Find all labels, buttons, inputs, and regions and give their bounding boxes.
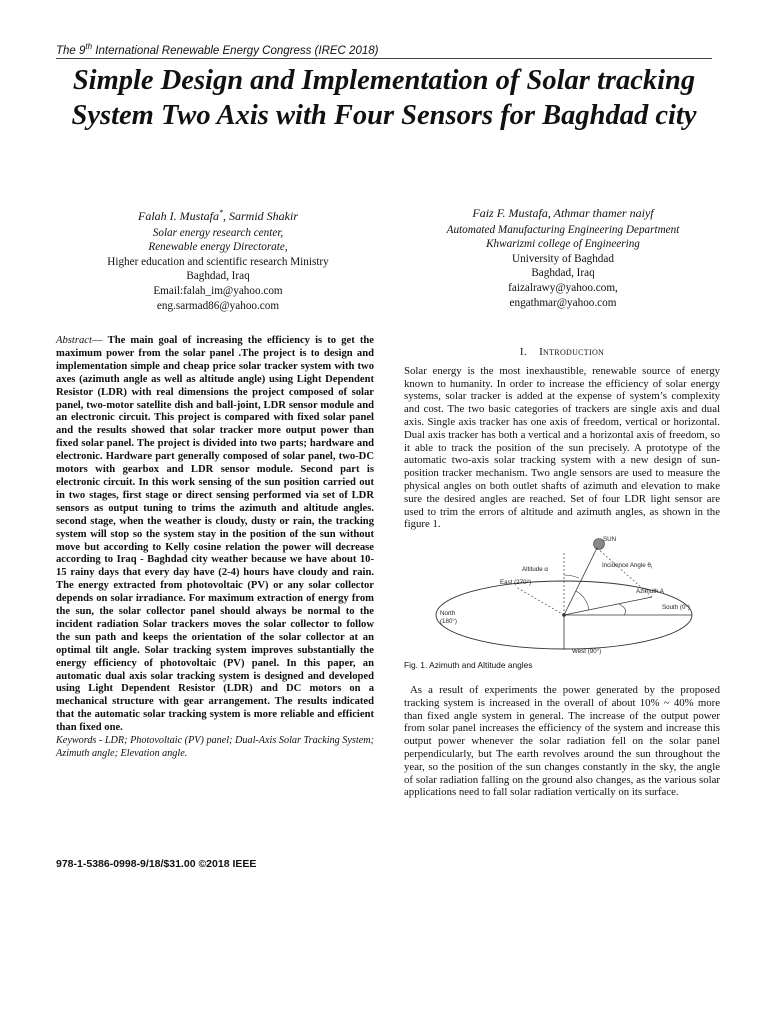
affiliation-line: Automated Manufacturing Engineering Department [446,223,680,236]
affiliation-line: University of Baghdad [512,252,614,265]
affiliation-line: Baghdad, Iraq [186,270,250,283]
section-heading [404,346,720,359]
affiliation-line: Solar energy research center, [152,226,284,239]
incidence-arc [564,575,579,578]
label-sun: SUN [603,536,617,544]
label-west: West (90°) [572,648,602,656]
author-block-left [48,206,388,313]
observer-point [562,613,566,617]
label-incidence-sub: i [650,564,652,570]
conference-suffix: International Renewable Energy Congress (IREC 2018) [92,44,379,57]
author-names-left [48,206,388,224]
keywords: Keywords - LDR; Photovoltaic (PV) panel; Dual-Axis Solar Tracking System; Azimuth angle; Elevation angle. [56,735,374,759]
figure-azimuth-altitude [404,535,720,655]
author-email: Email:falah_im@yahoo.com [153,284,283,297]
label-east: East (270°) [500,579,532,587]
azimuth-altitude-diagram [404,535,720,655]
abstract-dash: — [91,335,108,346]
label-incidence-main: Incidence Angle θ [602,562,651,570]
section-number: I. [519,346,527,358]
author-name-rest: , Sarmid Shakir [223,209,298,223]
affiliation-line: Khwarizmi college of Engineering [486,238,640,251]
conference-superscript: th [85,42,93,51]
figure-caption: Fig. 1. Azimuth and Altitude angles [404,660,533,671]
abstract-text: The main goal of increasing the efficiency is to get the maximum power from the solar panel .The project is to design and implementation simple and cheap price solar tracker system with two axes (azimuth angle as well as altitude angle) using Light Dependent Resistor (LDR) with real dimensions the project composed of solar panel, two-motor satellite dish and ball-joint, LDR sensor module and an electronic circuit. This project is compared with fixed solar panel and the results showed that solar tracker more output power than fixed solar panel. The project is divided into two parts; hardware and electronic. Hardware part generally composed of solar panel, two-DC motors with gearbox and LDR sensor module. Second part is electronic circuit. In this work sensing of the sun position carried out in two stages, first stage or direct sensing performed via set of LDR sensors as output tuning to trims the azimuth and altitude angles. second stage, when the weather is cloudy, dusty or rain, the tracking system will stop so the system stay in the position of the sun without move but according to Kelly cosine relation the power will decrease according to Iraq - Baghdad city weather because we have about 10-15 rainy days that every day have (2-4) hours have cloudy and rain. The energy extracted from photovoltaic (PV) or any solar collector depends on solar irradiance. For maximum extraction of energy from the sun, the solar collector panel should always be normal to the incident radiation Solar trackers moves the solar collector to follow the sun path and keeps the orientation of the solar collector at an optimal tilt angle. Solar tracking system improves substantially the energy efficiency of photovoltaic (PV) panel. In this paper, an automatic dual axis solar tracking system is designed and developed using Light Dependent Resistor (LDR) and DC motors on a mechanical structure with gear arrangement. The results indicated that the automatic solar tracking system is more reliable and efficient than fixed one. [56,335,374,734]
left-column [56,335,374,761]
author-email: eng.sarmad86@yahoo.com [156,299,280,312]
east-axis [516,587,564,615]
sun-projection-line [564,597,652,615]
affiliation-line: Baghdad, Iraq [531,267,595,280]
author-block-right [400,206,726,310]
isbn-copyright: 978-1-5386-0998-9/18/$31.00 ©2018 IEEE [56,858,257,870]
label-north-deg: (180°) [440,618,457,626]
affiliation-line: Higher education and scientific research Ministry [107,255,329,268]
altitude-arc [576,591,589,610]
label-north: North [440,610,456,618]
azimuth-arc [619,604,626,615]
conference-prefix: The 9 [56,44,86,57]
header-rule [56,58,712,59]
abstract-label: Abstract [56,335,92,346]
section-title: Introduction [539,346,605,358]
label-south: South (0°) [662,604,690,612]
intro-paragraph-2: As a result of experiments the power generated by the proposed tracking system is increased in the overall of about 10% ~ 40% more than fixed angle system in general. The increase of the output power from solar panel increases the efficiency of the system and increase this output power whenever the solar radiation fell on the solar panel perpendicularly, but The earth revolves around the sun throughout the year, so the position of the sun changes constantly in the sky, the angle of solar radiation falling on the ground also changes, as the various solar applications need to fall solar radiation vertically on its surface. [404,683,720,799]
author-mark: * [219,208,223,217]
intro-paragraph-1: Solar energy is the most inexhaustible, renewable source of energy known to humanity. In order to increase the efficiency of solar energy systems, solar tracker is added at the expense of system’s complexity and cost. The two basic categories of trackers are single axis and dual axis. Single axis tracker has one axis of freedom, vertical or horizontal. Dual axis tracker has both a vertical and a horizontal axis of freedom, so it able to track the position of the sun precisely. A prototype of the automatic two-axis solar tracking system with a new design of sun-position tracker mechanism. Two angle sensors are used to measure the physical angles on both outlet shafts of azimuth and elevation to make sure the desired angles are reached. Set of four LDR light sensor are used to trim the errors of altitude and azimuth angles, as shown in the figure 1. [404,364,720,531]
right-column [404,346,720,799]
author-names-right: Faiz F. Mustafa, Athmar thamer naiyf [472,206,654,220]
abstract [56,335,374,735]
paper-title: Simple Design and Implementation of Solar tracking System Two Axis with Four Sensors for Baghdad city [71,65,697,131]
label-altitude: Altitude α [522,566,548,574]
affiliation-line: Renewable energy Directorate, [148,241,288,254]
author-name-first: Falah I. Mustafa [138,209,219,223]
conference-header [56,42,378,57]
author-email: faizalrawy@yahoo.com, [508,281,618,294]
label-incidence [602,562,652,570]
label-azimuth: Azimuth A [636,588,664,596]
author-email: engathmar@yahoo.com [509,296,617,309]
